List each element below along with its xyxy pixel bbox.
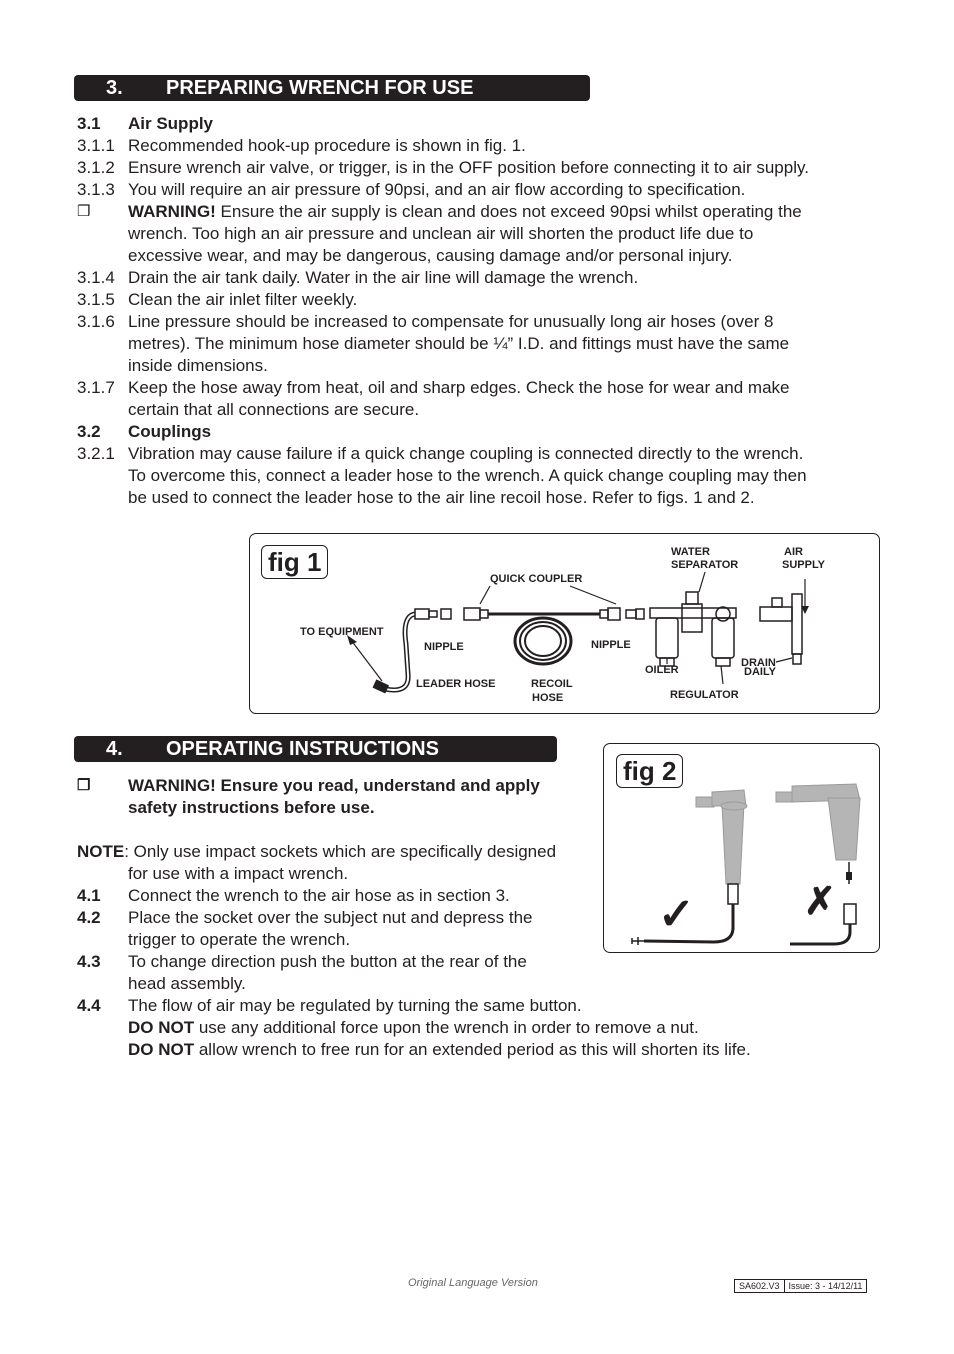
label-regulator: REGULATOR [670, 689, 739, 701]
label-daily: DAILY [744, 666, 776, 678]
label-to-equipment: TO EQUIPMENT [300, 626, 384, 638]
label-recoil: RECOIL [531, 678, 573, 690]
figure-2 [603, 743, 880, 953]
issue-date: Issue: 3 - 14/12/11 [784, 1280, 867, 1292]
label-separator: SEPARATOR [671, 559, 739, 571]
label-hose: HOSE [532, 692, 564, 704]
issue-box [734, 1279, 867, 1293]
label-drain: DRAIN [741, 657, 776, 669]
section-number: 3. [106, 77, 123, 99]
figure-1-label: fig 1 [261, 545, 328, 579]
label-oiler: OILER [645, 664, 679, 676]
wrench-correct [696, 790, 747, 884]
label-air: AIR [784, 546, 803, 558]
checkbox-icon: ❒ [77, 777, 91, 794]
section-4-header [74, 736, 557, 762]
footer-language-note: Original Language Version [408, 1277, 538, 1289]
wrench-hose-diagram [604, 744, 879, 952]
label-quick-coupler: QUICK COUPLER [490, 573, 583, 585]
model-number: SA602.V3 [739, 1281, 780, 1291]
checkbox-icon: ❒ [77, 203, 91, 220]
section-title: OPERATING INSTRUCTIONS [166, 738, 439, 760]
label-water: WATER [671, 546, 710, 558]
label-nipple-left: NIPPLE [424, 641, 464, 653]
figure-2-label: fig 2 [616, 754, 683, 788]
section-3-header [74, 75, 590, 101]
section-title: PREPARING WRENCH FOR USE [166, 77, 474, 99]
note: NOTE: Only use impact sockets which are specifically designed [77, 842, 557, 861]
section-number: 4. [106, 738, 123, 760]
warning-label: WARNING! [128, 202, 216, 221]
label-nipple-right: NIPPLE [591, 639, 631, 651]
figure-1 [249, 533, 880, 714]
label-supply: SUPPLY [782, 559, 826, 571]
cross-icon: ✗ [804, 881, 836, 923]
label-leader-hose: LEADER HOSE [416, 678, 496, 690]
check-icon: ✓ [658, 890, 695, 939]
hookup-diagram [250, 534, 879, 713]
wrench-incorrect [776, 784, 860, 860]
note-label: NOTE [77, 842, 125, 861]
